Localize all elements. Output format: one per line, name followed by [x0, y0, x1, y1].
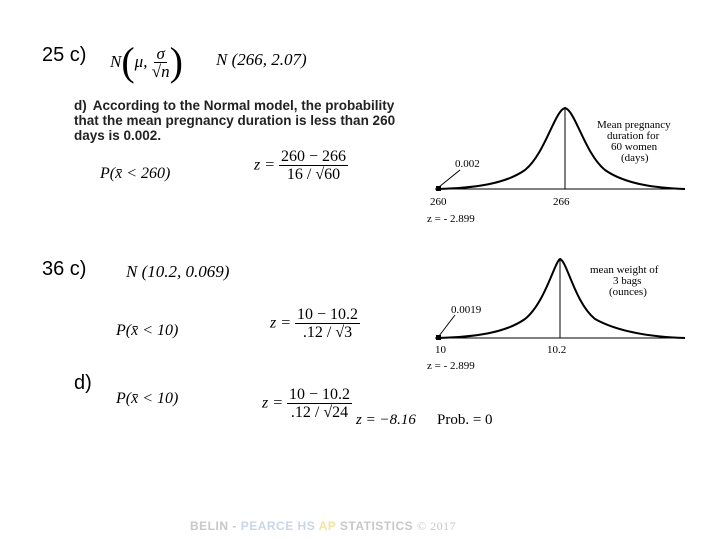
answer-d-sentence: According to the Normal model, the probability that the mean pregnancy duration is less than 260 days is 0.002.	[74, 98, 396, 143]
probability-expression-25: P(x̄ < 260)	[100, 165, 171, 182]
z-den-b: 60	[324, 166, 341, 183]
footer-credit	[190, 519, 456, 534]
x-label-center: 266	[553, 196, 570, 208]
z-den-a-36c: .12	[302, 324, 323, 341]
footer-part-1: BELIN -	[190, 519, 237, 533]
prob-label: 0.002	[455, 158, 480, 170]
footer-part-3: AP	[318, 519, 337, 533]
normal-curve-graph-25	[425, 100, 685, 230]
model-n: N	[110, 52, 122, 71]
probability-expression-36c: P(x̄ < 10)	[116, 322, 179, 339]
z-formula-36d: z = $\frac{10 - 10.2}{.12 / √24}$	[262, 386, 351, 421]
x-label-center: 10.2	[547, 344, 567, 356]
footer-part-4: STATISTICS	[339, 519, 414, 533]
z-prefix-36d: z =	[262, 394, 284, 412]
z-numerator: 260 − 266	[281, 148, 347, 165]
model-expression-36: N (10.2, 0.069)	[126, 262, 230, 281]
probability-expression-36d: P(x̄ < 10)	[116, 390, 179, 407]
z-formula-25: z = $\frac{260 - 266}{16 / √60}$	[254, 148, 347, 183]
problem-36d-label: d)	[74, 372, 92, 394]
z-numerator-36c: 10 − 10.2	[297, 306, 359, 323]
z-prefix: z =	[254, 156, 276, 174]
z-numerator-36d: 10 − 10.2	[289, 386, 351, 403]
z-label: z = - 2.899	[427, 360, 475, 372]
caption-line-4: (days)	[621, 152, 649, 164]
model-expression-general: N(μ, $\frac{\sigma}{√n}$ )	[110, 39, 183, 84]
prob-pointer	[439, 170, 460, 187]
left-tail-marker	[436, 335, 441, 340]
footer-part-5: © 2017	[416, 519, 457, 533]
z-den-b-36c: 3	[344, 324, 353, 341]
z-den-a-36d: .12	[290, 404, 311, 421]
normal-curve-graph-36	[425, 255, 685, 375]
model-expression-specific: N (266, 2.07)	[216, 50, 307, 69]
answer-d-label: d)	[74, 98, 87, 113]
model-sigma: σ	[156, 44, 165, 64]
z-result-36d: z = −8.16	[356, 412, 416, 428]
z-den-b-36d: 24	[332, 404, 349, 421]
z-prefix-36c: z =	[270, 314, 292, 332]
left-tail-marker	[436, 186, 441, 191]
z-den-a: 16	[286, 166, 303, 183]
caption-line-3: (ounces)	[609, 286, 647, 298]
problem-36c-label: 36 c)	[42, 258, 87, 280]
caption-line-3: 60 women	[611, 141, 658, 153]
footer-part-2: PEARCE HS	[240, 519, 316, 533]
model-mu: μ,	[134, 52, 148, 71]
caption-line-2: duration for	[607, 130, 660, 142]
prob-result-36d: Prob. = 0	[437, 412, 493, 428]
x-label-left: 10	[435, 344, 446, 356]
z-formula-36c: z = $\frac{10 - 10.2}{.12 / √3}$	[270, 306, 359, 341]
caption-line-2: 3 bags	[613, 275, 642, 287]
x-label-left: 260	[430, 196, 447, 208]
z-label: z = - 2.899	[427, 213, 475, 225]
problem-25c-label: 25 c)	[42, 44, 87, 66]
prob-label: 0.0019	[451, 304, 482, 316]
caption-line-1: mean weight of	[590, 264, 659, 276]
caption-line-1: Mean pregnancy	[597, 119, 671, 131]
answer-d-text	[74, 98, 414, 143]
model-sqrt-n: n	[161, 62, 170, 82]
prob-pointer	[439, 315, 455, 336]
